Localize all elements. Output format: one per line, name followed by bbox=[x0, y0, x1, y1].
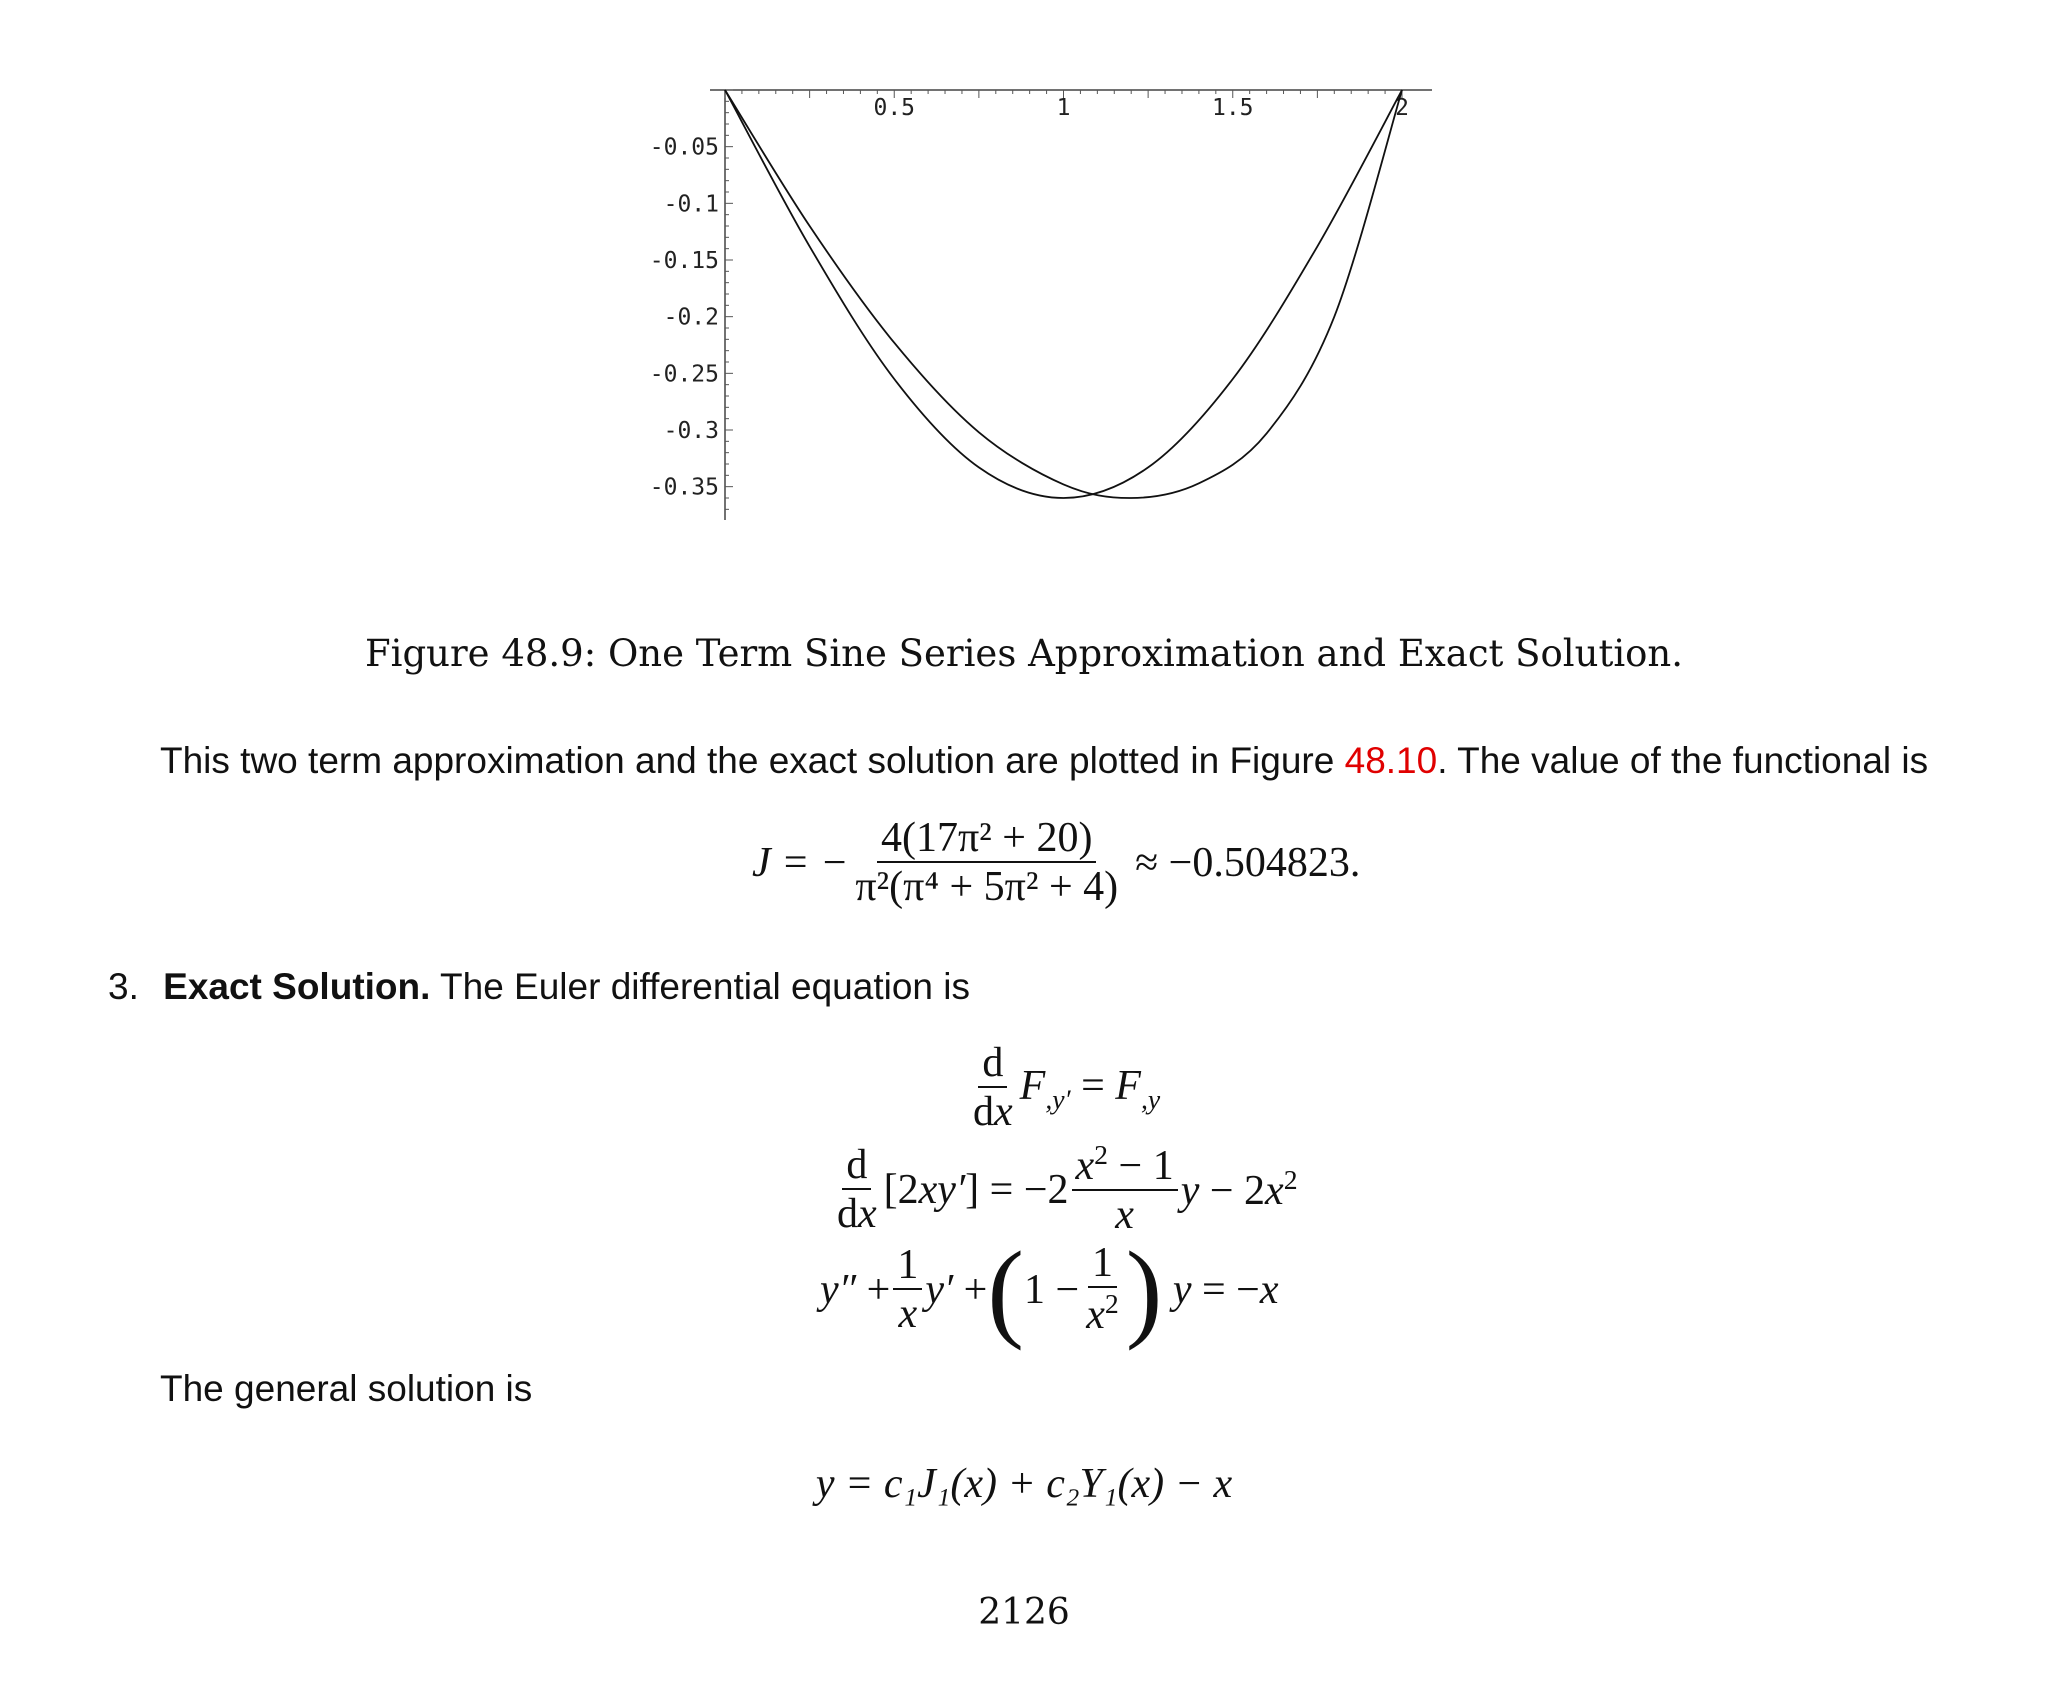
solution-plot bbox=[620, 70, 1440, 540]
y-tick-label: -0.05 bbox=[649, 134, 719, 161]
approximation-curve bbox=[725, 90, 1402, 498]
eq-j-numerator: 4(17π² + 20) bbox=[877, 815, 1096, 863]
figure-caption: Figure 48.9: One Term Sine Series Approximation and Exact Solution. bbox=[364, 632, 1684, 675]
eq-j-rhs: ≈ −0.504823. bbox=[1135, 840, 1361, 887]
x-tick-label: 1.5 bbox=[1211, 95, 1254, 121]
y-tick-label: -0.1 bbox=[663, 191, 719, 218]
paragraph-text: This two term approximation and the exact solution are plotted in Figure bbox=[160, 740, 1345, 781]
plot-axes bbox=[650, 90, 1432, 520]
x-tick-label: 1 bbox=[1056, 95, 1071, 121]
list-item-heading: Exact Solution. bbox=[163, 966, 431, 1007]
eq-j-lhs: J = − bbox=[752, 840, 849, 887]
y-tick-label: -0.35 bbox=[649, 474, 719, 501]
paragraph-functional bbox=[160, 740, 1928, 782]
list-item-text: The Euler differential equation is bbox=[430, 966, 970, 1007]
equation-general-solution: y = c₁J₁(x) + c₂Y₁(x) − x bbox=[815, 1461, 1233, 1507]
figure-reference-link[interactable]: 48.10 bbox=[1344, 740, 1438, 781]
euler-equation-1: $\frac{d}{dx}$ $F_{,y'} = F_{,y}$ bbox=[973, 1040, 1161, 1136]
plot-curves bbox=[725, 90, 1402, 498]
euler-equation-3: y″ + $\frac{1}{x}$ y′ + ( 1 − $\frac{1}{x^2}$ ) y = −x bbox=[820, 1228, 1279, 1351]
y-tick-label: -0.3 bbox=[663, 418, 719, 444]
y-tick-label: -0.25 bbox=[649, 361, 719, 388]
euler-equation-2: $\frac{d}{dx}$ [2xy′] = −2 $\frac{x^2 - 1}{x}$ $y - 2x^2$ bbox=[837, 1139, 1298, 1239]
list-item-number: 3. bbox=[108, 966, 139, 1007]
y-tick-label: -0.2 bbox=[663, 304, 719, 331]
list-item-exact-solution bbox=[108, 966, 970, 1008]
x-tick-label: 2 bbox=[1395, 95, 1409, 121]
y-tick-label: -0.15 bbox=[649, 248, 719, 274]
page-number: 2126 bbox=[978, 1592, 1070, 1633]
x-tick-label: 0.5 bbox=[873, 95, 916, 121]
exact-solution-curve bbox=[725, 90, 1402, 498]
equation-functional-value bbox=[752, 815, 1360, 911]
paragraph-text-end: . The value of the functional is bbox=[1437, 740, 1929, 781]
paragraph-general-solution: The general solution is bbox=[160, 1368, 533, 1409]
eq-j-denominator: π²(π⁴ + 5π² + 4) bbox=[855, 864, 1119, 911]
